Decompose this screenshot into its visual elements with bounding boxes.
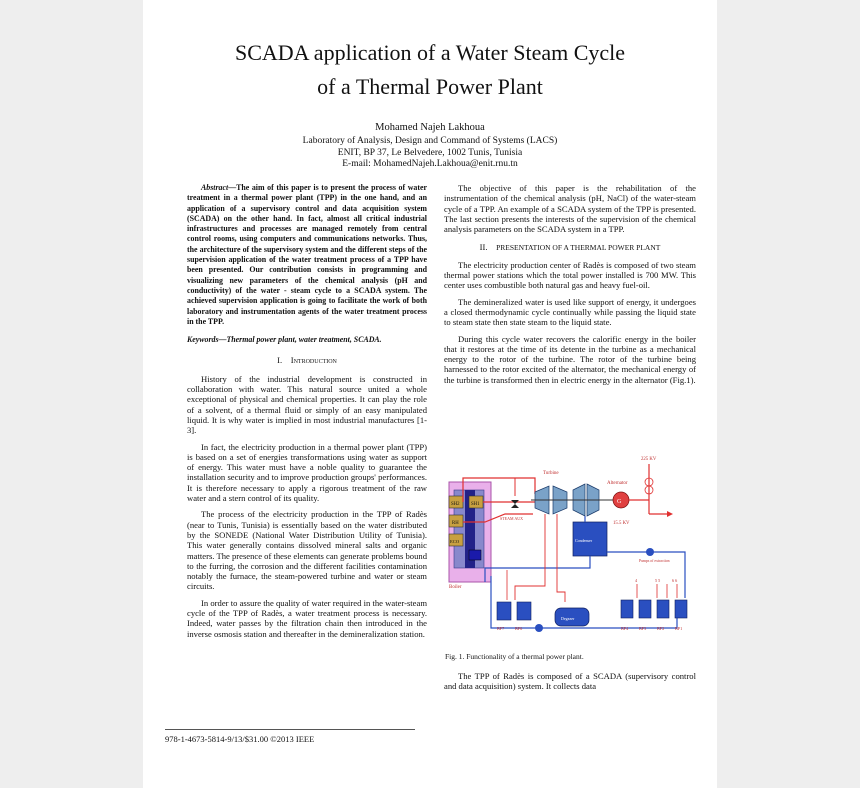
right-paragraph-3: The demineralized water is used like support of energy, it undergoes a closed thermodynamic cycle continually while passing the liquid state to steam state then state steam to the liquid state. [444, 296, 696, 328]
title-line-1: SCADA application of a Water Steam Cycle [234, 40, 626, 65]
bp1-label: BP1 [675, 626, 683, 631]
bp7-label: BP7 [497, 626, 505, 631]
turbine-label: Turbine [543, 471, 559, 476]
right-column [444, 183, 696, 391]
power-plant-diagram [445, 452, 697, 644]
intro-paragraph-3: The process of the electricity production in the TPP of Radès (near to Tunis, Tunisia) is essentially based on the water distributed by the SONEDE (National Water Distribution Utility of Tunisia). This water generally contains dissolved mineral salts and organic matters. The presence of these elements can generate problems bound to the furring, the corrosion and the different facilities contamination notably the furnace, the steam-powered turbine and water or steam circuits. [187, 509, 427, 592]
figure-caption: Fig. 1. Functionality of a thermal power plant. [445, 652, 584, 661]
section-title: Introduction [290, 355, 337, 366]
abstract-label: Abstract [201, 183, 229, 192]
right-paragraph-2: The electricity production center of Radès is composed of two steam thermal power stations which the total power installed is 700 MW. This center uses combustible both natural gas and heavy fuel-oil. [444, 259, 696, 291]
svg-text:6 6: 6 6 [672, 578, 678, 583]
right-paragraph-5: The TPP of Radès is composed of a SCADA (supervisory control and data acquisition) system. It collects data [444, 671, 696, 692]
section-title: PRESENTATION OF A THERMAL POWER PLANT [496, 243, 661, 253]
paper-page [143, 0, 717, 788]
right-paragraph-1: The objective of this paper is the rehabilitation of the instrumentation of the chemical analysis (pH, NaCl) of the water-steam cycle of a TPP. An example of a SCADA system of the TPP is presented. The last section presents the interests of the supervision of the chemical analysis parameters on the SCADA system in a TPP. [444, 183, 696, 235]
kv225-label: 225 KV [641, 457, 657, 462]
bp4-label: BP4 [621, 626, 629, 631]
title-line-2: of a Thermal Power Plant [317, 74, 543, 99]
bp2-label: BP2 [657, 626, 665, 631]
copyright-footer: 978-1-4673-5814-9/13/$31.00 ©2013 IEEE [165, 729, 415, 744]
affiliation-address: ENIT, BP 37, Le Belvedere, 1002 Tunis, Tunisia [337, 147, 523, 158]
kv15-label: 15.5 KV [613, 521, 630, 526]
boiler-label: Boiler [449, 585, 462, 590]
author-affiliation [143, 136, 717, 171]
heater-bp3 [639, 600, 651, 618]
deaerator-label: Degazer [561, 616, 575, 621]
svg-text:5 5: 5 5 [655, 578, 661, 583]
section-number: II. [479, 242, 488, 253]
right-column-continued [444, 671, 696, 698]
affiliation-email[interactable]: E-mail: MohamedNajeh.Lakhoua@enit.rnu.tn [342, 159, 518, 169]
section-number: I. [277, 355, 283, 366]
svg-text:4: 4 [635, 578, 638, 583]
rh-label: RH [452, 521, 459, 526]
abstract-text: —The aim of this paper is to present the process of water treatment in a thermal power plant (TPP) in the one hand, and an application of a supervisory control and data acquisition system (SCADA) on the other hand. In fact, almost all critical industrial infrastructures and processes are managed remotely from central control rooms, using computers and communications networks. Thus, the architecture of the supervisory system and the different steps of the supervision application of the water treatment process of a TPP have been presented. Our contribution consists in programming and visualizing new parameters of the chemical analysis (pH and conductivity) of the water - steam cycle to a SCADA system. The achieved supervision application is going to facilitate the work of both laboratory and instrumentation agents of the water treatment process in the TPP. [187, 183, 427, 326]
condenser-label: Condenser [575, 538, 593, 543]
section-heading-presentation [444, 242, 696, 253]
section-heading-introduction [187, 355, 427, 365]
paper-title [143, 36, 717, 104]
heater-bp4 [621, 600, 633, 618]
intro-paragraph-2: In fact, the electricity production in a thermal power plant (TPP) is based on a set of energies transformations using water as support of energy. This water must have a noble quality to guarantee the installation security and to improve production groups' performances. It is therefore necessary to apply a rigorous treatment of the raw water and a stern control of its quality. [187, 441, 427, 504]
sh1-label: SH1 [471, 502, 480, 507]
heater-bp1 [675, 600, 687, 618]
left-column [187, 183, 427, 645]
right-paragraph-4: During this cycle water recovers the calorific energy in the boiler that it restores at the time of its detente in the turbine as a mechanical energy to the rotor of the turbine. The rotor of the turbine being harnessed to the rotor excited of the alternator, the mechanical energy of the turbine is transformed then in electric energy in the alternator (Fig.1). [444, 333, 696, 385]
eco-label: ECO [450, 539, 460, 544]
heater-bp2 [657, 600, 669, 618]
intro-paragraph-1: History of the industrial development is constructed in collaboration with water. This natural source united a whole exceptional of physical and chemical properties. It can play the role of a solvent, of a thermal fluid or simply of an easy manipulated liquid. It is why water is implied in most industrial manufactures [1-3]. [187, 373, 427, 436]
bp3-label: BP3 [639, 626, 647, 631]
author-name: Mohamed Najeh Lakhoua [375, 122, 485, 133]
heater-bp6 [517, 602, 531, 620]
abstract [187, 183, 427, 327]
alternator-label: Alternator [607, 481, 628, 486]
keywords: Keywords—Thermal power plant, water treatment, SCADA. [187, 335, 382, 345]
affiliation-lab: Laboratory of Analysis, Design and Command of Systems (LACS) [302, 136, 558, 146]
steam-aux-label: STEAM AUX [500, 516, 524, 521]
svg-text:G: G [617, 499, 622, 505]
bp6-label: BP6 [515, 626, 523, 631]
intro-paragraph-4: In order to assure the quality of water required in the water-steam cycle of the TPP of Radès, a water treatment process is necessary. Indeed, water passes by the filtration chain then introduced in the inverse osmosis station and thereafter in the demineralization station. [187, 597, 427, 639]
extraction-pumps-label: Pumps of extraction [639, 559, 670, 563]
sh2-label: SH2 [451, 502, 460, 507]
heater-bp7 [497, 602, 511, 620]
